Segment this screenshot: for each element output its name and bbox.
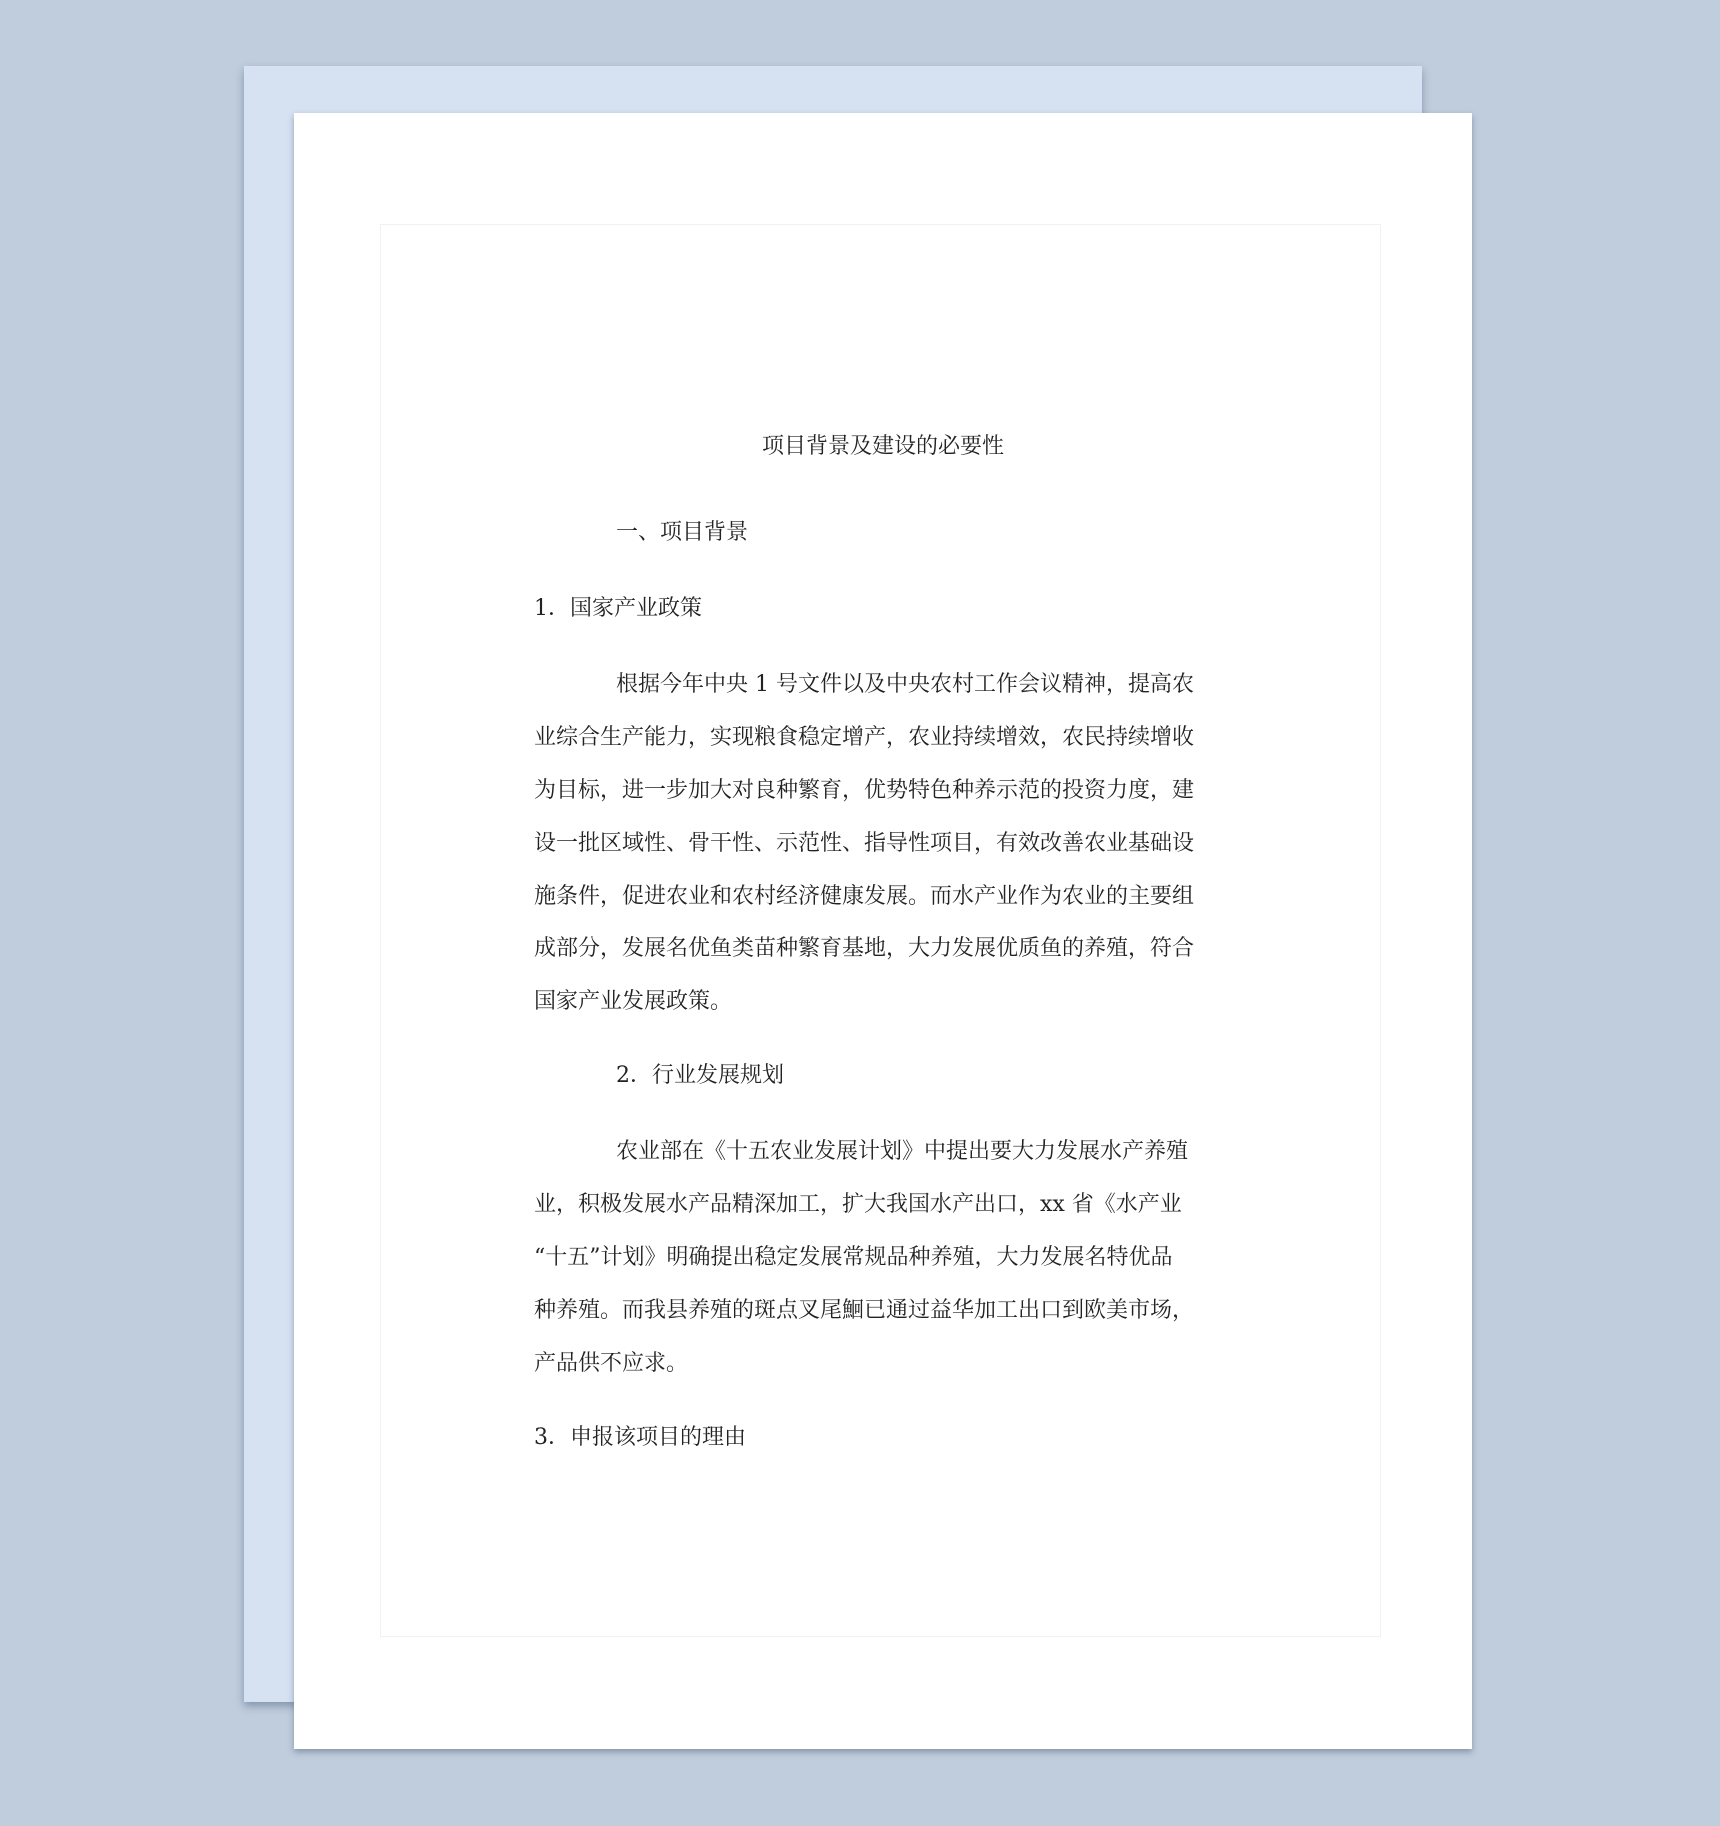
paragraph-line: 国家产业发展政策。 <box>534 989 733 1014</box>
paragraph-line: 设一批区域性、骨干性、示范性、指导性项目，有效改善农业基础设 <box>534 831 1195 856</box>
paragraph-line: 产品供不应求。 <box>534 1351 689 1376</box>
document-title: 项目背景及建设的必要性 <box>761 434 1004 459</box>
paragraph-line: 成部分，发展名优鱼类苗种繁育基地，大力发展优质鱼的养殖，符合 <box>534 936 1195 961</box>
section-heading: 一、项目背景 <box>616 520 749 545</box>
paragraph-line: “十五”计划》明确提出稳定发展常规品种养殖，大力发展名特优品 <box>534 1245 1173 1270</box>
paragraph-line: 农业部在《十五农业发展计划》中提出要大力发展水产养殖 <box>616 1139 1189 1164</box>
paragraph-line: 为目标，进一步加大对良种繁育，优势特色种养示范的投资力度，建 <box>534 778 1195 803</box>
paragraph-line: 施条件，促进农业和农村经济健康发展。而水产业作为农业的主要组 <box>534 884 1195 909</box>
item1-heading: 1．国家产业政策 <box>534 596 702 621</box>
paragraph-line: 业综合生产能力，实现粮食稳定增产，农业持续增效，农民持续增收 <box>534 725 1195 750</box>
item3-heading: 3．申报该项目的理由 <box>534 1425 746 1450</box>
paragraph-line: 种养殖。而我县养殖的斑点叉尾鮰已通过益华加工出口到欧美市场， <box>534 1298 1195 1323</box>
paragraph-line: 业，积极发展水产品精深加工，扩大我国水产出口，xx 省《水产业 <box>534 1192 1182 1217</box>
item2-heading: 2．行业发展规划 <box>616 1063 784 1088</box>
document-page <box>294 113 1472 1749</box>
paragraph-line: 根据今年中央 1 号文件以及中央农村工作会议精神，提高农 <box>616 672 1194 697</box>
